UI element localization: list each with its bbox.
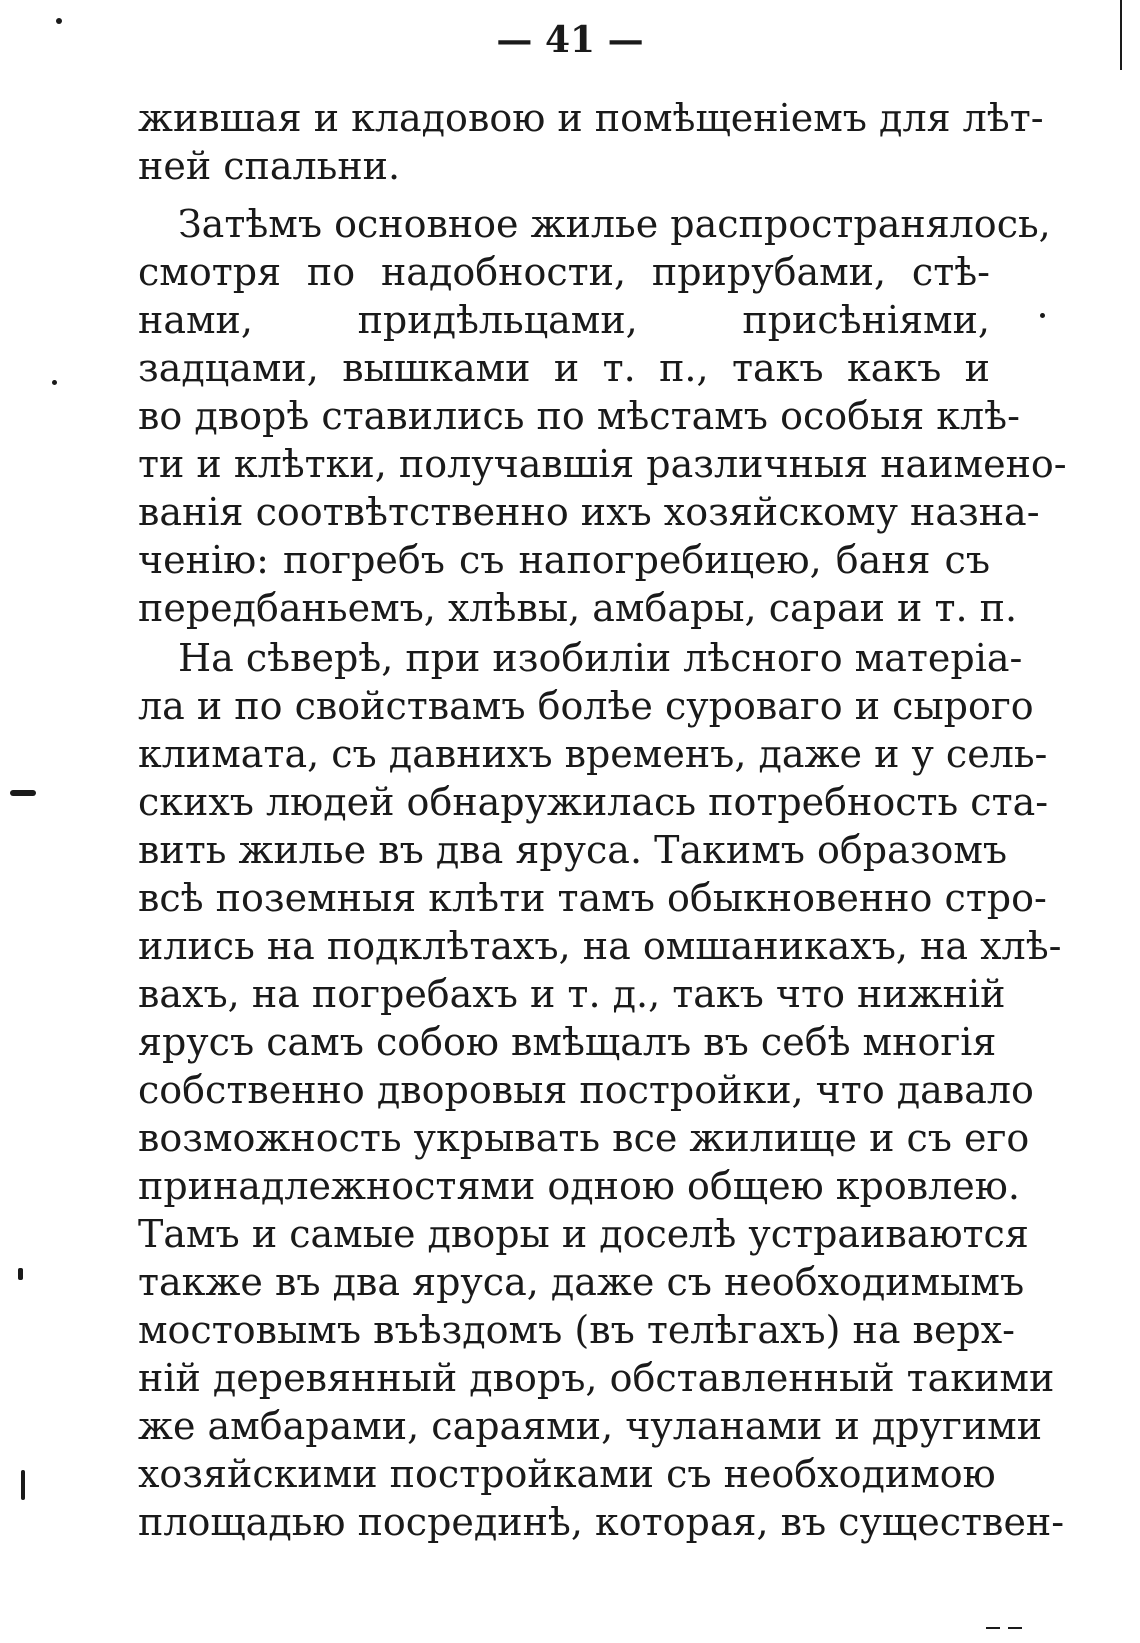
page-number: — 41 — — [496, 19, 644, 61]
text-line: скихъ людей обнаружилась потребность ста- — [138, 780, 1049, 824]
text-line: жившая и кладовою и помѣщеніемъ для лѣт- — [138, 96, 1044, 140]
text-line: На сѣверѣ, при изобиліи лѣсного матеріа- — [178, 636, 1023, 680]
text-line: передбаньемъ, хлѣвы, амбары, сараи и т. п. — [138, 586, 1018, 630]
scan-speck — [56, 18, 62, 24]
text-line: возможность укрывать все жилище и съ его — [138, 1116, 1030, 1160]
text-line: Затѣмъ основное жилье распространялось, — [178, 202, 1051, 246]
text-line: же амбарами, сараями, чуланами и другими — [138, 1404, 1043, 1448]
text-line: всѣ поземныя клѣти тамъ обыкновенно стро- — [138, 876, 1047, 920]
scan-speck — [10, 790, 36, 796]
page-edge-line — [986, 1627, 1000, 1629]
text-line: ились на подклѣтахъ, на омшаникахъ, на хлѣ- — [138, 924, 1062, 968]
text-line: ченію: погребъ съ напогребицею, баня съ — [138, 538, 990, 582]
text-line: задцами, вышками и т. п., такъ какъ и — [138, 346, 990, 390]
text-line: Тамъ и самые дворы и доселѣ устраиваются — [138, 1212, 1029, 1256]
text-line: вить жилье въ два яруса. Такимъ образомъ — [138, 828, 1008, 872]
text-line: площадью посрединѣ, которая, въ существен- — [138, 1500, 1065, 1544]
text-line: ти и клѣтки, получавшія различныя наимено- — [138, 442, 1067, 486]
body-text — [138, 94, 1067, 1546]
page-edge-line — [1008, 1627, 1022, 1629]
text-line: мостовымъ въѣздомъ (въ телѣгахъ) на верх- — [138, 1308, 1016, 1352]
text-line: во дворѣ ставились по мѣстамъ особыя клѣ- — [138, 394, 1020, 438]
scan-speck — [52, 380, 57, 385]
text-line: принадлежностями одною общею кровлею. — [138, 1164, 1020, 1208]
text-line: ній деревянный дворъ, обставленный такими — [138, 1356, 1055, 1400]
scan-speck — [1040, 313, 1045, 318]
text-line: также въ два яруса, даже съ необходимымъ — [138, 1260, 1025, 1304]
page-edge-line — [1120, 0, 1122, 70]
text-line: ла и по свойствамъ болѣе суроваго и сырого — [138, 684, 1034, 728]
text-line: нами, придѣльцами, присѣніями, — [138, 298, 990, 342]
scan-speck — [21, 1470, 25, 1500]
text-line: смотря по надобности, прирубами, стѣ- — [138, 250, 990, 294]
text-line: ней спальни. — [138, 144, 401, 188]
text-line: климата, съ давнихъ временъ, даже и у сель- — [138, 732, 1048, 776]
text-line: хозяйскими постройками съ необходимою — [138, 1452, 996, 1496]
text-line: ванія соотвѣтственно ихъ хозяйскому назна- — [138, 490, 1040, 534]
text-line: вахъ, на погребахъ и т. д., такъ что нижній — [138, 972, 1006, 1016]
text-line: ярусъ самъ собою вмѣщалъ въ себѣ многія — [138, 1020, 997, 1064]
scan-speck — [18, 1268, 23, 1280]
text-line: собственно дворовыя постройки, что давало — [138, 1068, 1034, 1112]
